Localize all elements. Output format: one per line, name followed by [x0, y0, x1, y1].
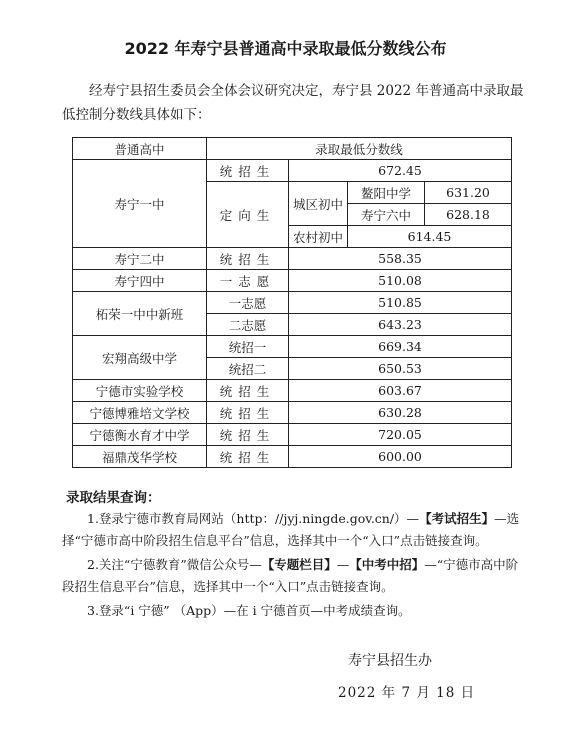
query-item-1: [62, 508, 530, 552]
category-cell: 定向生: [207, 182, 289, 248]
category-cell: 统招生: [207, 380, 289, 402]
query-item-2-bracket-2: 【中考中招】: [349, 557, 425, 572]
table-row: [73, 336, 512, 358]
score-cell: 510.85: [289, 292, 512, 314]
table-row: [73, 248, 512, 270]
school-cell: 寿宁二中: [73, 248, 207, 270]
school-cell: 寿宁四中: [73, 270, 207, 292]
score-cell: 672.45: [289, 160, 512, 182]
school-cell: 柘荣一中中新班: [73, 292, 207, 336]
query-instructions: [62, 508, 530, 624]
subschool-cell: 寿宁六中: [348, 204, 425, 226]
category-cell: 统招生: [207, 248, 289, 270]
table-row: [73, 380, 512, 402]
category-cell: 二志愿: [207, 314, 289, 336]
query-item-2-bracket-1: 【专题栏目】: [261, 557, 337, 572]
subcategory-cell: 城区初中: [289, 182, 348, 226]
category-cell: 统招一: [207, 336, 289, 358]
header-school: 普通高中: [73, 138, 207, 160]
table-row: [73, 424, 512, 446]
table-row: [73, 160, 512, 182]
category-cell: 统招生: [207, 424, 289, 446]
score-cell: 720.05: [289, 424, 512, 446]
school-cell: 宁德市实验学校: [73, 380, 207, 402]
table-row: [73, 292, 512, 314]
query-item-1-text-a: 1.登录宁德市教育局网站（http：//jyj.ningde.gov.cn/）—: [87, 511, 420, 526]
query-item-2: [62, 554, 530, 598]
table-row: [73, 402, 512, 424]
score-cell: 650.53: [289, 358, 512, 380]
query-item-3: 3.登录“i 宁德” （App）—在 i 宁德首页—中考成绩查询。: [87, 603, 411, 618]
score-cell: 631.20: [425, 182, 512, 204]
category-cell: 统招生: [207, 446, 289, 468]
table-row: [73, 446, 512, 468]
category-cell: 一志愿: [207, 292, 289, 314]
score-cell: 628.18: [425, 204, 512, 226]
score-table: [72, 137, 512, 468]
category-cell: 统招生: [207, 402, 289, 424]
school-cell: 宁德衡水育才中学: [73, 424, 207, 446]
query-heading: 录取结果查询：: [66, 490, 161, 506]
query-item-2-dash: —: [336, 557, 350, 572]
category-cell: 统招二: [207, 358, 289, 380]
signature-org: 寿宁县招生办: [348, 653, 432, 669]
score-cell: 558.35: [289, 248, 512, 270]
query-item-1-bracket: 【考试招生】: [419, 511, 495, 526]
score-cell: 643.23: [289, 314, 512, 336]
score-cell: 669.34: [289, 336, 512, 358]
category-cell: 统招生: [207, 160, 289, 182]
school-cell: 宁德博雅培文学校: [73, 402, 207, 424]
subschool-cell: 鳌阳中学: [348, 182, 425, 204]
intro-paragraph: 经寿宁县招生委员会全体会议研究决定，寿宁县 2022 年普通高中录取最低控制分数线具体如下：: [62, 83, 524, 123]
score-cell: 614.45: [348, 226, 512, 248]
table-row: [73, 270, 512, 292]
school-cell: 寿宁一中: [73, 160, 207, 248]
score-cell: 600.00: [289, 446, 512, 468]
school-cell: 福鼎茂华学校: [73, 446, 207, 468]
signature-date: 2022 年 7 月 18 日: [338, 685, 476, 701]
subcategory-cell: 农村初中: [289, 226, 348, 248]
score-cell: 603.67: [289, 380, 512, 402]
table-header-row: [73, 138, 512, 160]
score-cell: 630.28: [289, 402, 512, 424]
page-title: 2022 年寿宁县普通高中录取最低分数线公布: [124, 39, 447, 58]
category-cell: 一志愿: [207, 270, 289, 292]
query-item-2-text-a: 2.关注“宁德教育”微信公众号—: [87, 557, 262, 572]
score-cell: 510.08: [289, 270, 512, 292]
query-item-1-text-c: —选择“宁德市高中阶段招生信息平台”信息，选择其中一个“入口”点击链接查询。: [62, 511, 520, 548]
query-item-2-text-e: —“宁德市高中阶段招生信息平台”信息，选择其中一个“入口”点击链接查询。: [62, 557, 519, 594]
school-cell: 宏翔高级中学: [73, 336, 207, 380]
header-score: 录取最低分数线: [207, 138, 512, 160]
